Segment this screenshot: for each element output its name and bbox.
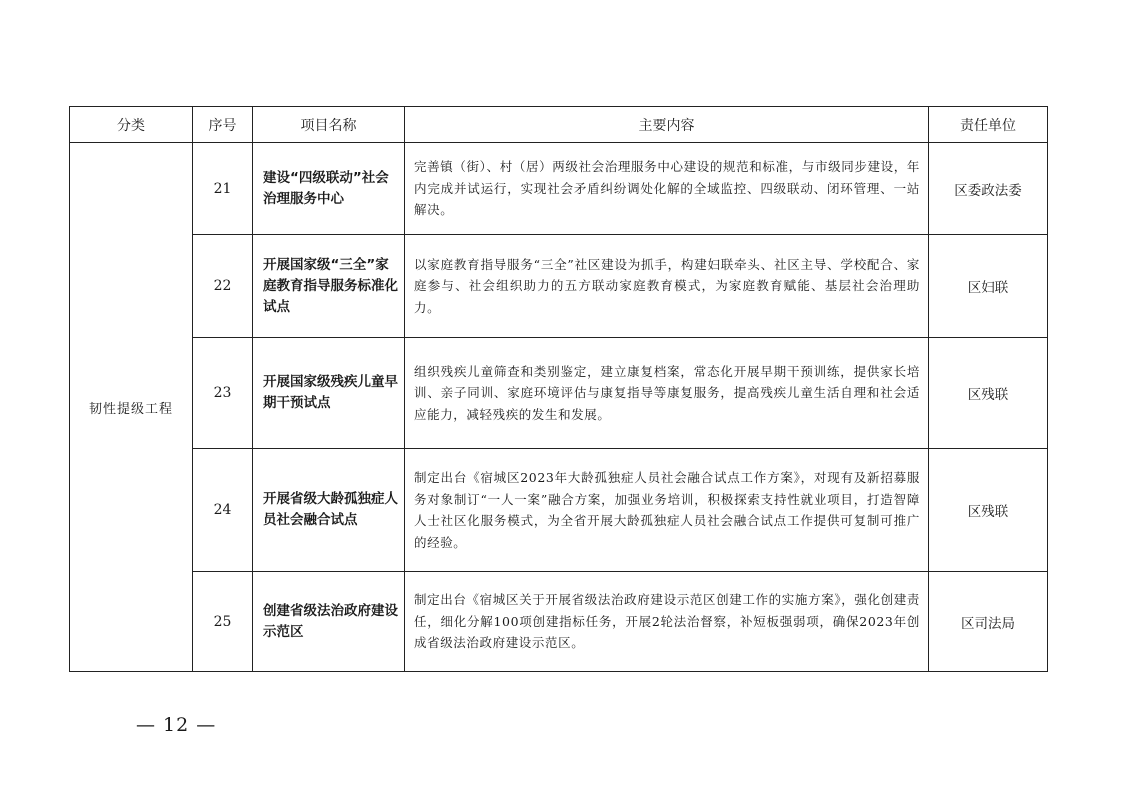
project-name: 开展省级大龄孤独症人员社会融合试点 — [253, 449, 405, 572]
row-number: 24 — [193, 449, 253, 572]
project-content: 以家庭教育指导服务“三全”社区建设为抓手，构建妇联牵头、社区主导、学校配合、家庭参与、社会组织助力的五方联动家庭教育模式，为家庭教育赋能、基层社会治理助力。 — [405, 235, 929, 338]
project-name: 建设“四级联动”社会治理服务中心 — [253, 143, 405, 235]
responsible-unit: 区委政法委 — [929, 143, 1048, 235]
header-category: 分类 — [70, 107, 193, 143]
row-number: 21 — [193, 143, 253, 235]
project-content: 制定出台《宿城区2023年大龄孤独症人员社会融合试点工作方案》，对现有及新招募服务对象制订“一人一案”融合方案，加强业务培训，积极探索支持性就业项目，打造智障人士社区化服务模式，为全省开展大龄孤独症人员社会融合试点工作提供可复制可推广的经验。 — [405, 449, 929, 572]
project-name: 创建省级法治政府建设示范区 — [253, 572, 405, 672]
project-name: 开展国家级残疾儿童早期干预试点 — [253, 338, 405, 449]
header-project-name: 项目名称 — [253, 107, 405, 143]
responsible-unit: 区妇联 — [929, 235, 1048, 338]
project-name: 开展国家级“三全”家庭教育指导服务标准化试点 — [253, 235, 405, 338]
row-number: 22 — [193, 235, 253, 338]
header-responsible-unit: 责任单位 — [929, 107, 1048, 143]
table-row — [70, 143, 1048, 235]
responsible-unit: 区残联 — [929, 338, 1048, 449]
table-header-row — [70, 107, 1048, 143]
row-number: 23 — [193, 338, 253, 449]
header-main-content: 主要内容 — [405, 107, 929, 143]
table-row — [70, 572, 1048, 672]
page-number: — 12 — — [136, 714, 217, 736]
project-content: 组织残疾儿童筛查和类别鉴定，建立康复档案，常态化开展早期干预训练，提供家长培训、亲子同训、家庭环境评估与康复指导等康复服务，提高残疾儿童生活自理和社会适应能力，减轻残疾的发生和发展。 — [405, 338, 929, 449]
row-number: 25 — [193, 572, 253, 672]
category-cell: 韧性提级工程 — [70, 143, 193, 672]
project-table — [69, 106, 1048, 672]
responsible-unit: 区司法局 — [929, 572, 1048, 672]
table-row — [70, 338, 1048, 449]
header-number: 序号 — [193, 107, 253, 143]
table-row — [70, 235, 1048, 338]
responsible-unit: 区残联 — [929, 449, 1048, 572]
table-row — [70, 449, 1048, 572]
project-content: 制定出台《宿城区关于开展省级法治政府建设示范区创建工作的实施方案》，强化创建责任，细化分解100项创建指标任务，开展2轮法治督察，补短板强弱项，确保2023年创成省级法治政府建设示范区。 — [405, 572, 929, 672]
project-content: 完善镇（街）、村（居）两级社会治理服务中心建设的规范和标准，与市级同步建设，年内完成并试运行，实现社会矛盾纠纷调处化解的全域监控、四级联动、闭环管理、一站解决。 — [405, 143, 929, 235]
